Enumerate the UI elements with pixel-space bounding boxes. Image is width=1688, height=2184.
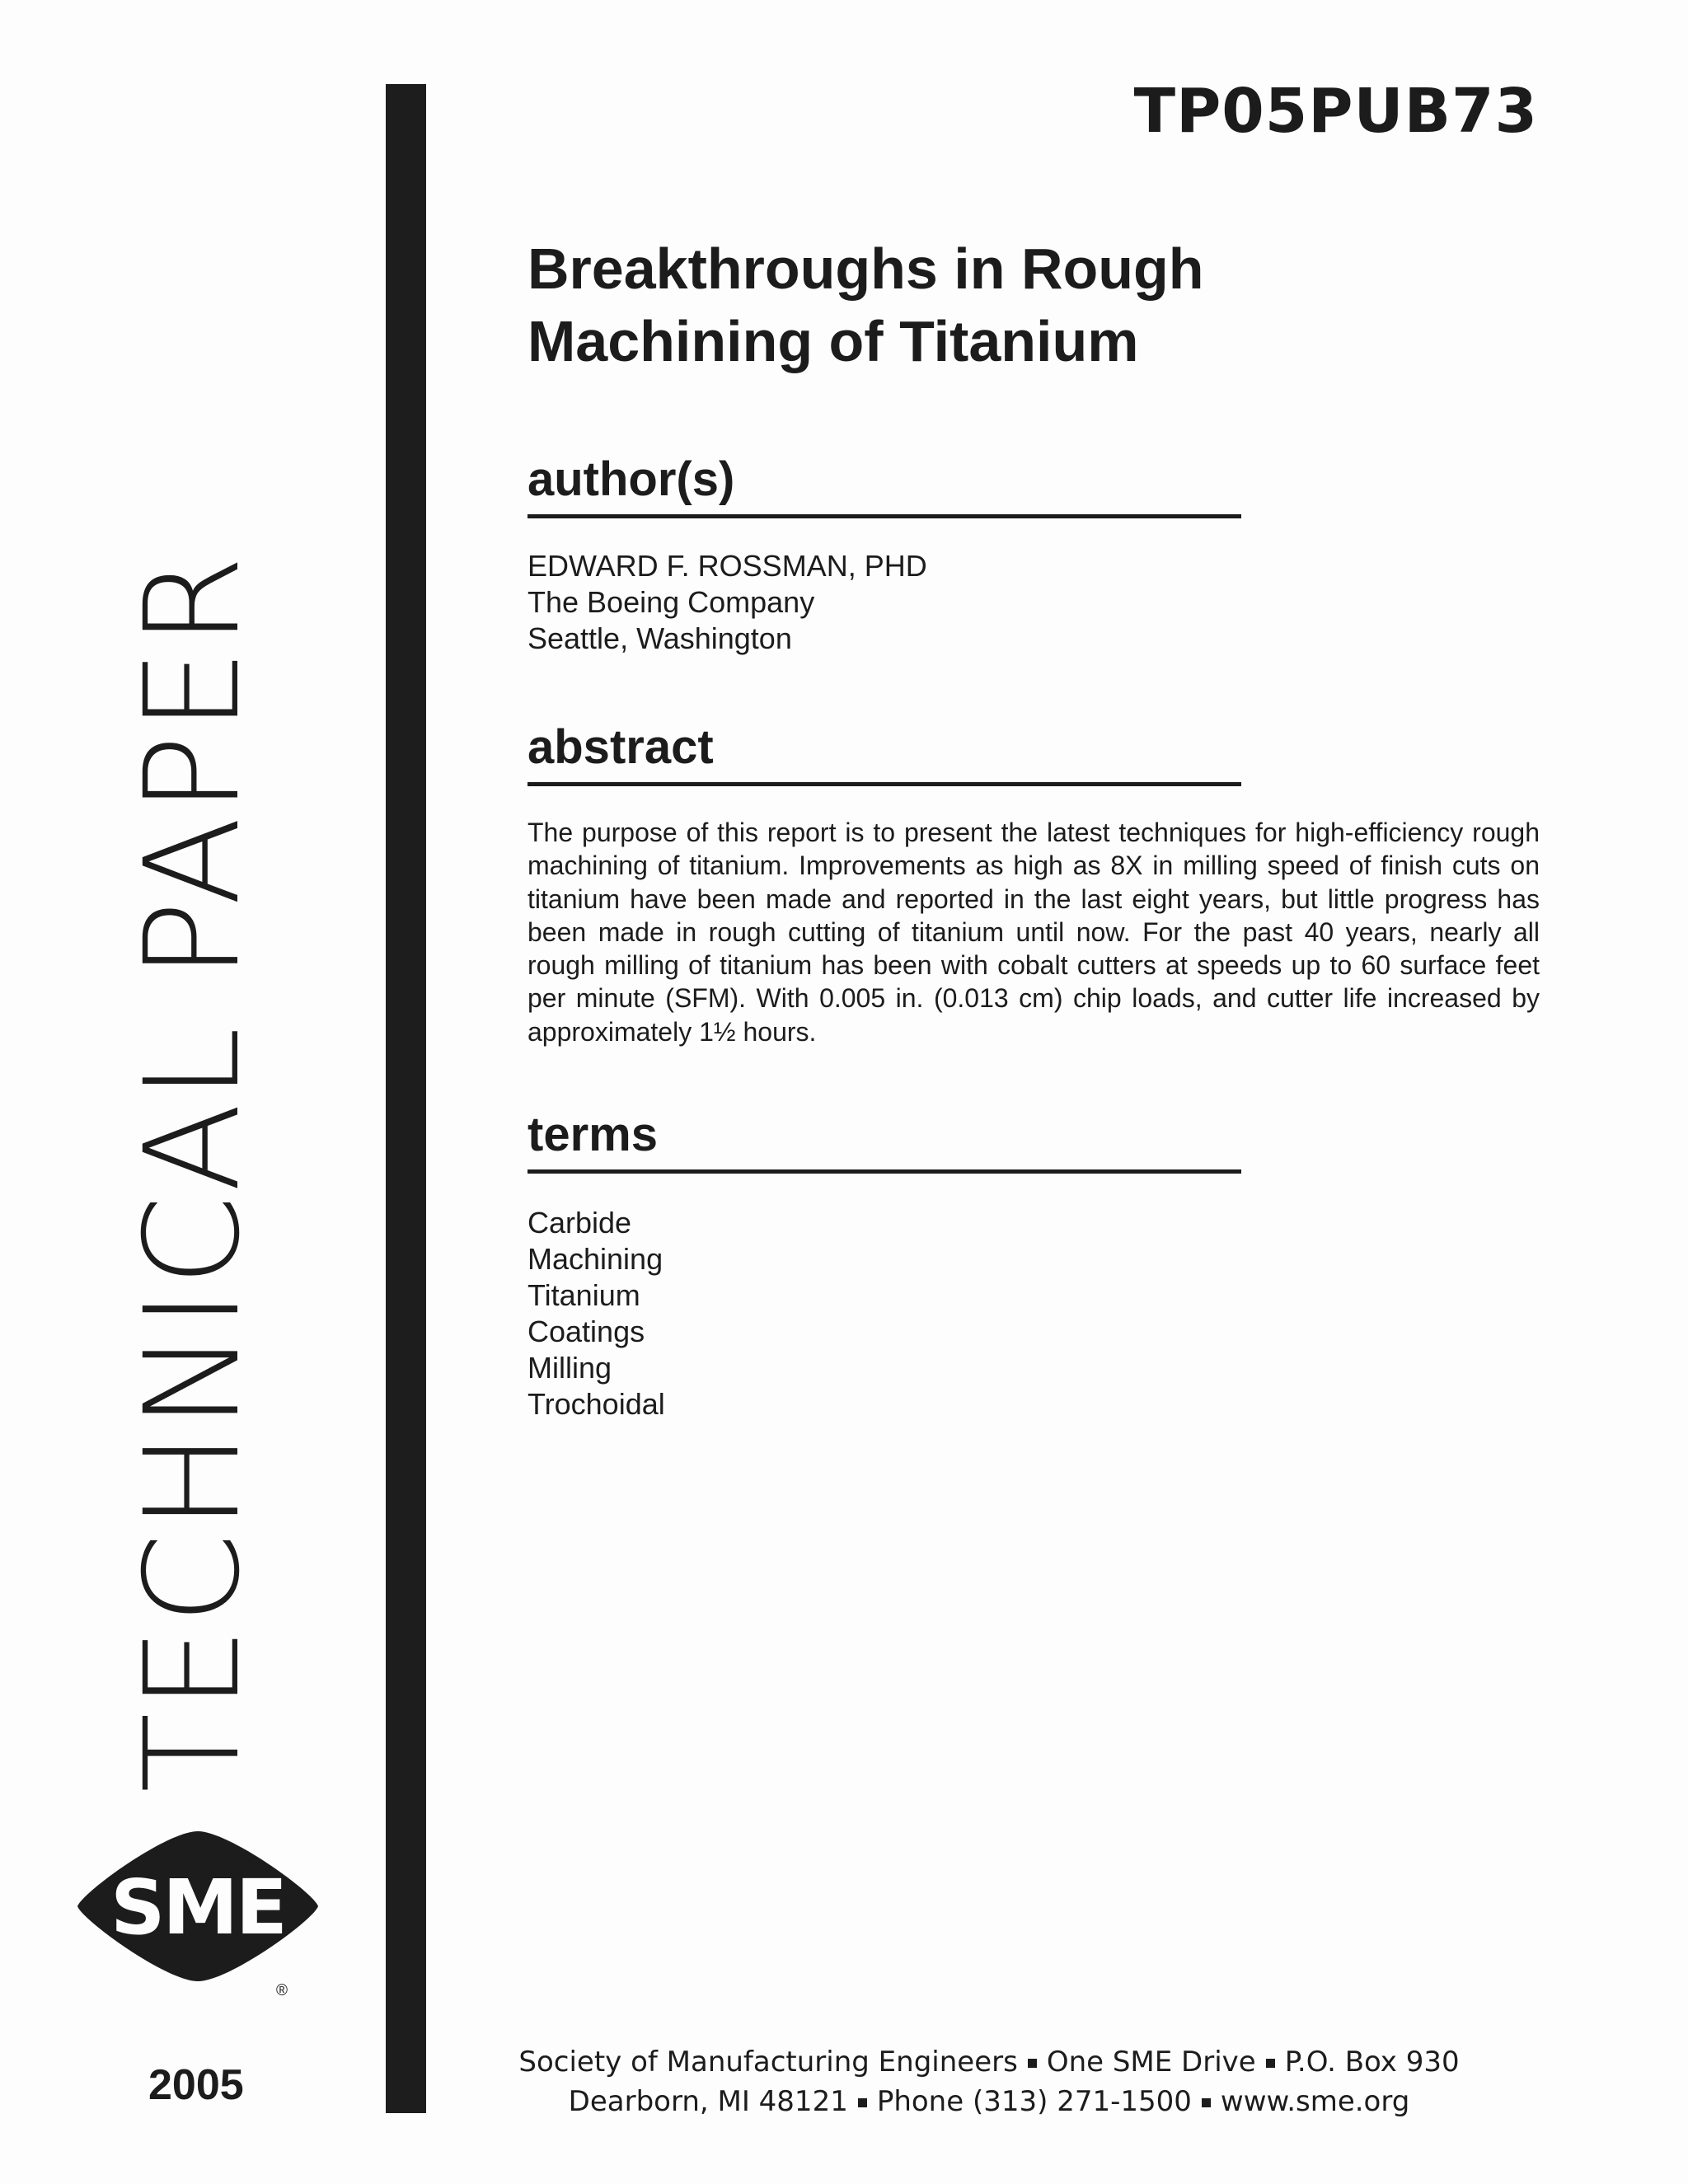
publication-year: 2005 — [148, 2061, 244, 2109]
abstract-text: The purpose of this report is to present the latest techniques for high-efficiency rough machining of titanium. Improvements as high as 8X in milling speed of finish cuts on titanium have been made and reported in the last eight years, but little progress has been made in rough cutting of titanium until now. For the past 40 years, nearly all rough milling of titanium has been with cobalt cutters at speeds up to 60 surface feet per minute (SFM). With 0.005 in. (0.013 cm) chip loads, and cutter life increased by approximately 1½ hours. — [528, 818, 1540, 1047]
author-organization: The Boeing Company — [528, 585, 815, 619]
terms-list — [528, 1205, 665, 1422]
registered-mark: ® — [276, 1982, 288, 1999]
footer-line-1 — [462, 2042, 1517, 2082]
footer-phone: Phone (313) 271-1500 — [876, 2085, 1192, 2118]
footer-website: www.sme.org — [1220, 2085, 1410, 2118]
vertical-divider-bar — [386, 84, 426, 2113]
term-item: Trochoidal — [528, 1387, 665, 1421]
separator-square-icon — [1266, 2059, 1275, 2068]
term-item: Coatings — [528, 1315, 645, 1348]
abstract-heading: abstract — [528, 721, 1241, 786]
vertical-title: TECHNICAL PAPER — [117, 551, 269, 1793]
separator-square-icon — [1202, 2098, 1211, 2107]
separator-square-icon — [1028, 2059, 1037, 2068]
footer-city: Dearborn, MI 48121 — [568, 2085, 848, 2118]
footer-po-box: P.O. Box 930 — [1284, 2046, 1460, 2079]
terms-heading: terms — [528, 1108, 1241, 1174]
term-item: Milling — [528, 1351, 612, 1385]
footer-address: One SME Drive — [1046, 2046, 1256, 2079]
paper-title-line-1: Breakthroughs in Rough — [528, 237, 1204, 301]
sme-logo — [73, 1828, 323, 1985]
publisher-footer — [462, 2042, 1517, 2121]
term-item: Carbide — [528, 1206, 632, 1240]
authors-heading: author(s) — [528, 453, 1241, 518]
sme-logo-diamond — [73, 1828, 323, 1985]
author-block — [528, 548, 927, 657]
footer-org: Society of Manufacturing Engineers — [518, 2046, 1018, 2079]
term-item: Titanium — [528, 1278, 640, 1312]
footer-line-2 — [462, 2082, 1517, 2121]
logo-text: SME — [110, 1863, 285, 1952]
author-location: Seattle, Washington — [528, 621, 792, 655]
author-name: EDWARD F. ROSSMAN, PHD — [528, 549, 927, 583]
paper-title-line-2: Machining of Titanium — [528, 309, 1139, 373]
separator-square-icon — [858, 2098, 867, 2107]
paper-title — [528, 232, 1269, 377]
term-item: Machining — [528, 1242, 663, 1276]
paper-number: TP05PUB73 — [1133, 76, 1538, 147]
